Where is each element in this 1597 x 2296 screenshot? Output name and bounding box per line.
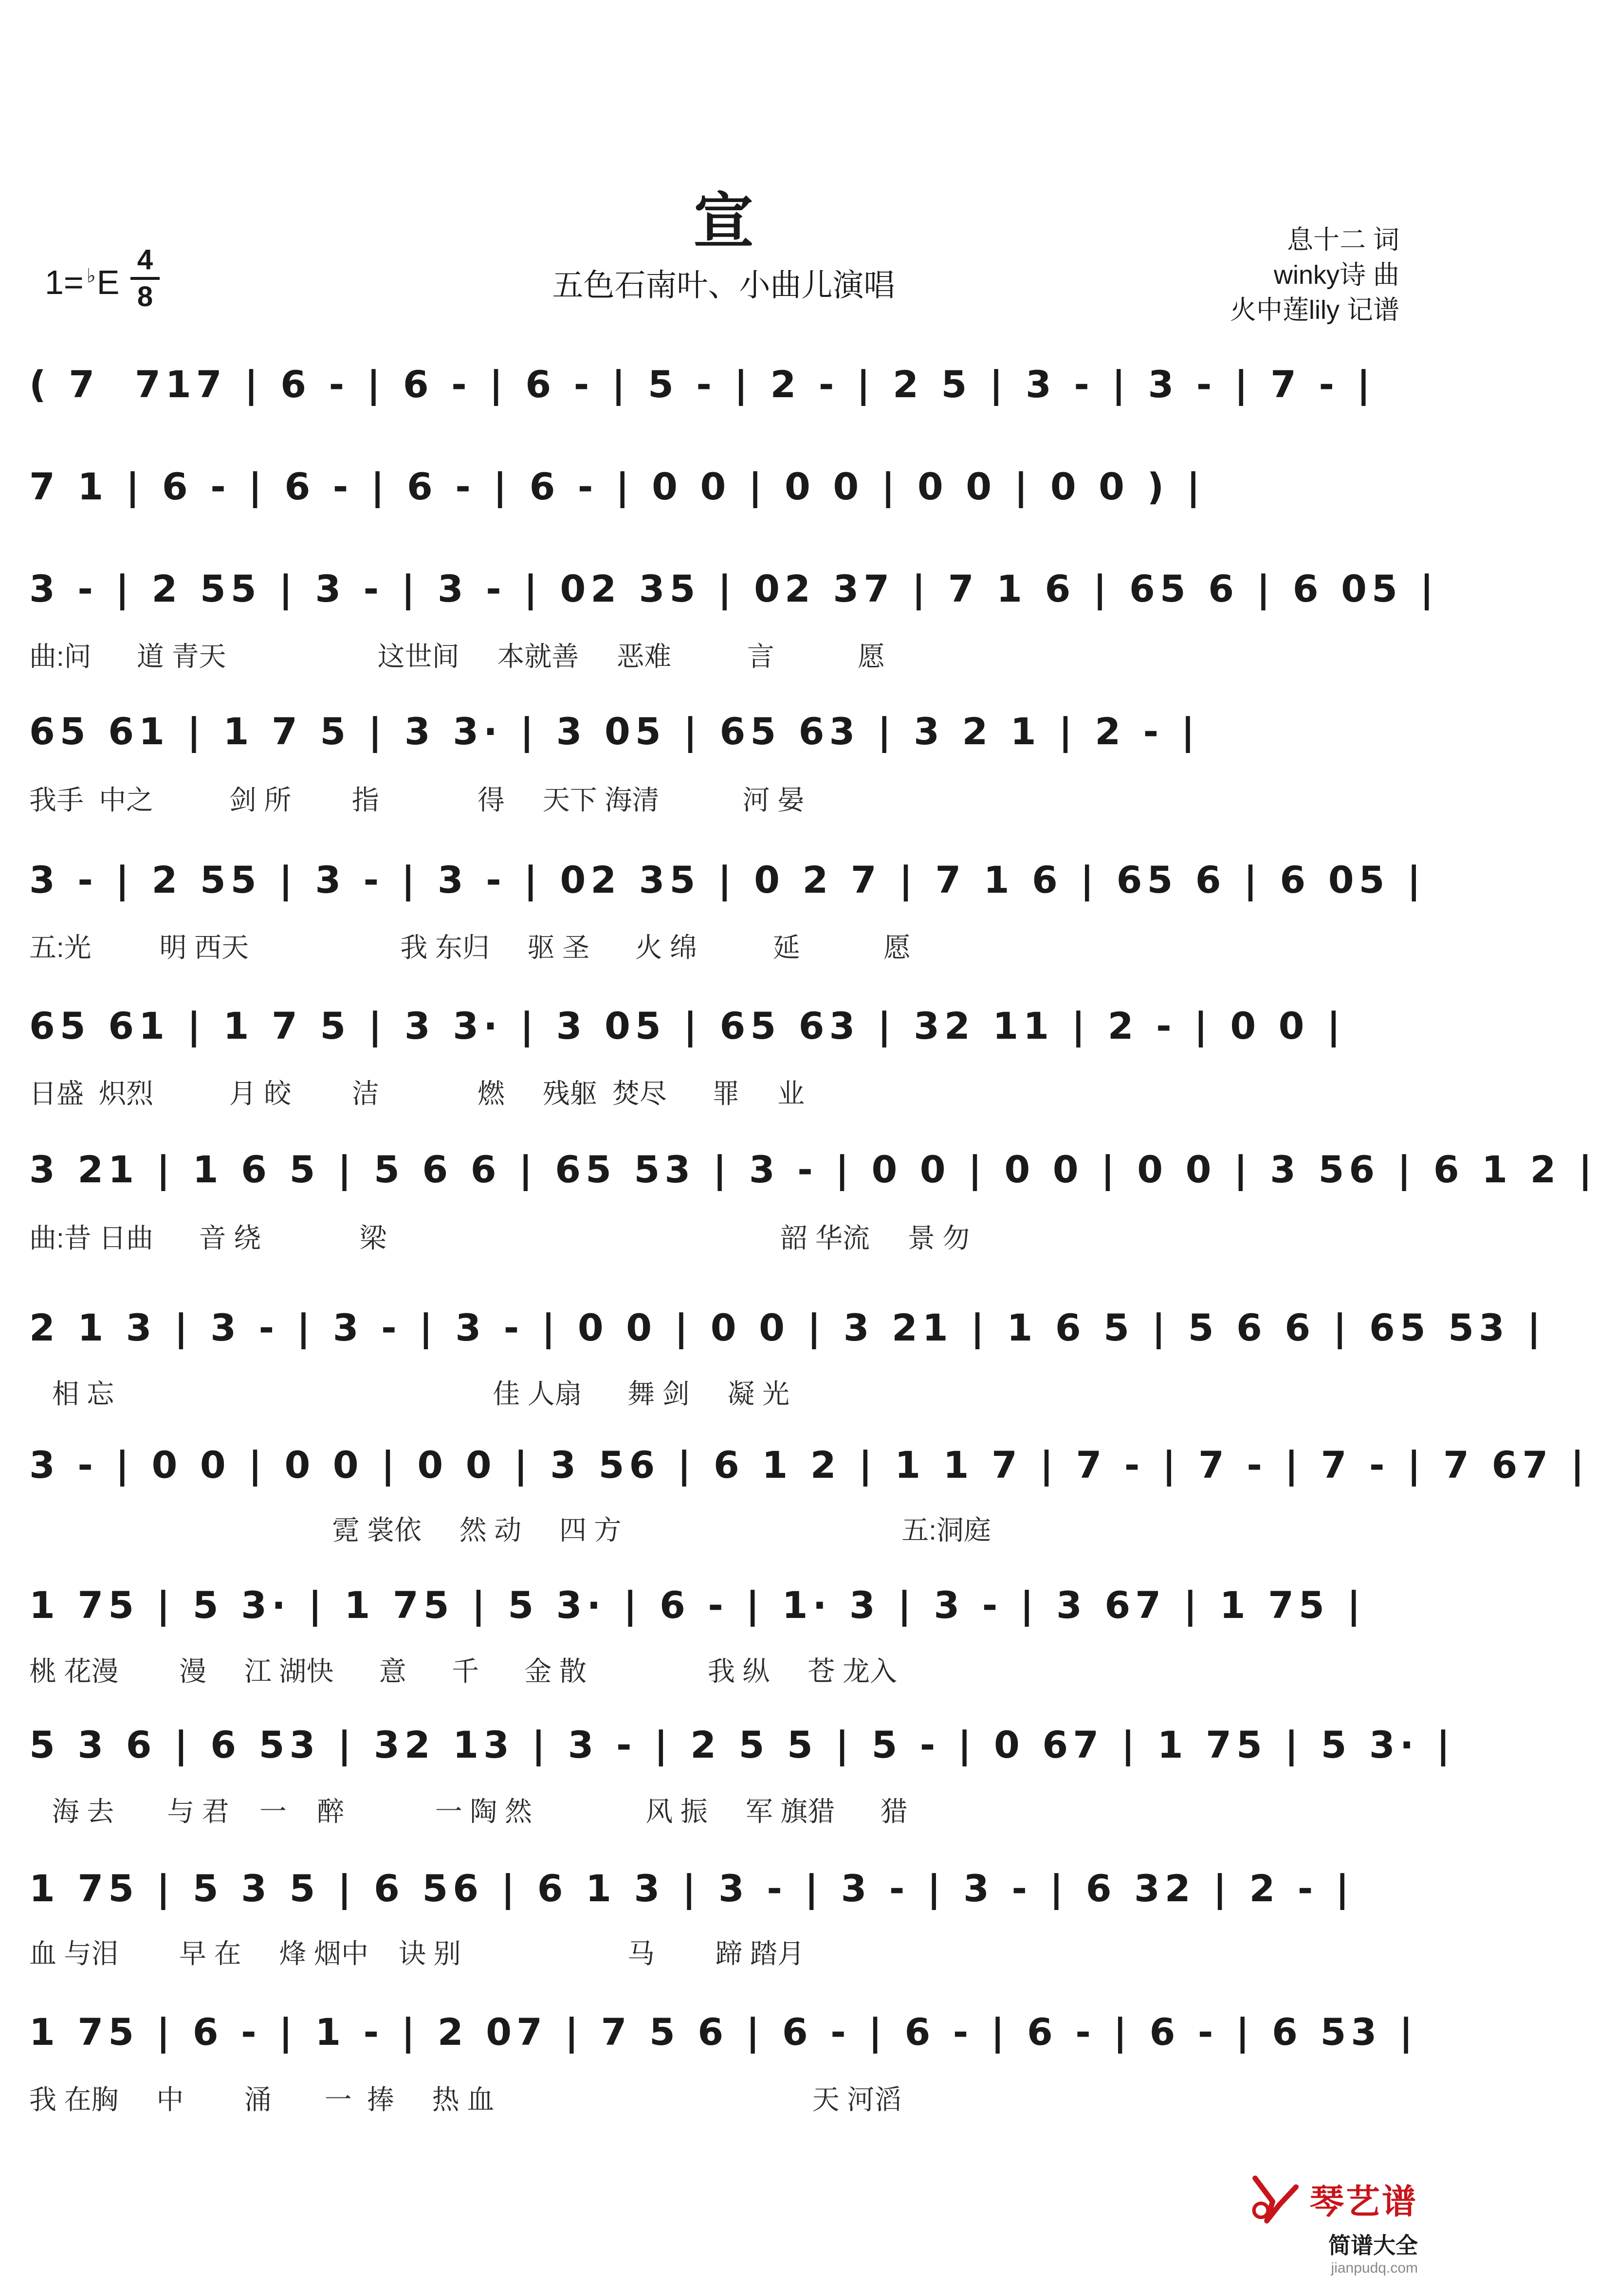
flat-icon: ♭ (86, 265, 96, 287)
staff-line-11: 5 3 6 | 6 53 | 32 13 | 3 - | 2 5 5 | 5 - | 0 67 | 1 75 | 5 3· | (29, 1723, 1455, 1766)
credit-composer: winky诗 曲 (1273, 260, 1399, 290)
watermark-logo (1245, 2169, 1418, 2228)
meter-divider (130, 277, 160, 280)
staff-line-1: ( 7 717 | 6 - | 6 - | 6 - | 5 - | 2 - | 2 5 | 3 - | 3 - | 7 - | (29, 363, 1376, 406)
staff-line-12: 1 75 | 5 3 5 | 6 56 | 6 1 3 | 3 - | 3 - | 3 - | 6 32 | 2 - | (29, 1867, 1354, 1910)
watermark (1245, 2169, 1418, 2277)
staff-line-5: 3 - | 2 55 | 3 - | 3 - | 02 35 | 0 2 7 | 7 1 6 | 65 6 | 6 05 | (29, 858, 1426, 901)
staff-line-3: 3 - | 2 55 | 3 - | 3 - | 02 35 | 02 37 | 7 1 6 | 65 6 | 6 05 | (29, 567, 1439, 610)
watermark-url: jianpudq.com (1331, 2260, 1418, 2276)
lyric-line-6: 日盛 炽烈 月 皎 洁 燃 残躯 焚尽 罪 业 (29, 1078, 805, 1109)
watermark-name: 琴艺谱 (1310, 2182, 1418, 2221)
staff-line-10: 1 75 | 5 3· | 1 75 | 5 3· | 6 - | 1· 3 | 3 - | 3 67 | 1 75 | (29, 1583, 1366, 1627)
watermark-subtitle: 简谱大全 (1328, 2233, 1418, 2258)
lyric-line-8: 相 忘 佳 人扇 舞 剑 凝 光 (29, 1378, 789, 1409)
staff-line-6: 65 61 | 1 7 5 | 3 3· | 3 05 | 65 63 | 32 11 | 2 - | 0 0 | (29, 1004, 1345, 1047)
staff-line-8: 2 1 3 | 3 - | 3 - | 3 - | 0 0 | 0 0 | 3 21 | 1 6 5 | 5 6 6 | 65 53 | (29, 1306, 1546, 1349)
guitar-logo-icon (1245, 2169, 1303, 2228)
lyric-line-10: 桃 花漫 漫 江 湖快 意 千 金 散 我 纵 苍 龙入 (29, 1656, 897, 1687)
staff-line-13: 1 75 | 6 - | 1 - | 2 07 | 7 5 6 | 6 - | 6 - | 6 - | 6 - | 6 53 | (29, 2010, 1418, 2054)
credit-transcriber: 火中莲lily 记谱 (1230, 295, 1399, 325)
lyric-line-3: 曲:问 道 青天 这世间 本就善 恶难 言 愿 (29, 641, 885, 672)
credit-lyricist: 息十二 词 (1286, 225, 1399, 255)
lyric-line-7: 曲:昔 日曲 音 绕 梁 韶 华流 景 勿 (29, 1223, 970, 1253)
lyric-line-9: 霓 裳依 然 动 四 方 五:洞庭 (29, 1515, 991, 1545)
song-title: 宣 (693, 188, 754, 255)
meter-bottom: 8 (137, 281, 153, 312)
staff-line-7: 3 21 | 1 6 5 | 5 6 6 | 65 53 | 3 - | 0 0 | 0 0 | 0 0 | 3 56 | 6 1 2 | (29, 1148, 1597, 1191)
lyric-line-11: 海 去 与 君 一 醉 一 陶 然 风 振 军 旗猎 猎 (29, 1796, 908, 1827)
meter-top: 4 (137, 244, 153, 276)
staff-line-9: 3 - | 0 0 | 0 0 | 0 0 | 3 56 | 6 1 2 | 1 1 7 | 7 - | 7 - | 7 - | 7 67 | (29, 1443, 1589, 1487)
lyric-line-4: 我手 中之 剑 所 指 得 天下 海清 河 晏 (29, 785, 805, 815)
time-signature (130, 246, 160, 311)
lyric-line-5: 五:光 明 西天 我 东归 驱 圣 火 绵 延 愿 (29, 932, 911, 963)
key-note: E (96, 263, 120, 301)
lyric-line-12: 血 与泪 早 在 烽 烟中 诀 别 马 蹄 踏月 (29, 1938, 805, 1969)
staff-line-4: 65 61 | 1 7 5 | 3 3· | 3 05 | 65 63 | 3 2 1 | 2 - | (29, 710, 1200, 753)
key-prefix: 1= (45, 263, 84, 301)
performers-subtitle: 五色石南叶、小曲儿演唱 (552, 268, 895, 303)
staff-line-2: 7 1 | 6 - | 6 - | 6 - | 6 - | 0 0 | 0 0 | 0 0 | 0 0 ) | (29, 465, 1205, 508)
lyric-line-13: 我 在胸 中 涌 一 捧 热 血 天 河滔 (29, 2084, 902, 2115)
key-signature (45, 263, 119, 302)
